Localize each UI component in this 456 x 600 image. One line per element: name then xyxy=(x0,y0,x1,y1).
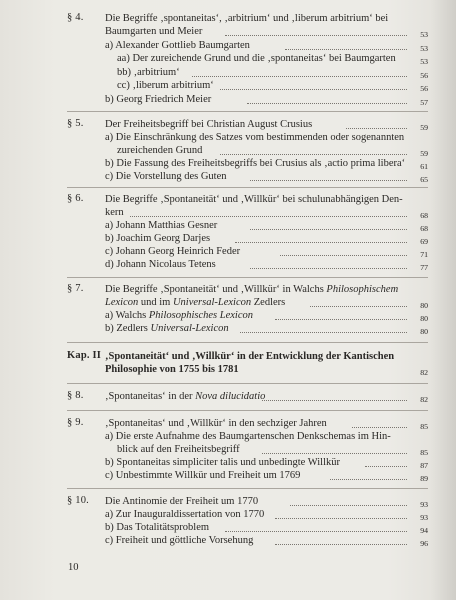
toc-entry: a) Die Einschränkung des Satzes vom bestimmenden oder sogenannten xyxy=(105,132,405,143)
section-number: § 6. xyxy=(67,193,84,204)
section-title: Der Freiheitsbegriff bei Christian August Crusius xyxy=(105,119,313,130)
section-number: § 8. xyxy=(67,390,84,401)
section-title: Die Begriffe ‚Spontaneität‘ und ‚Willkür‘ in Walchs Philosophischem xyxy=(105,284,399,295)
dot-leader xyxy=(250,267,407,269)
page-number: 82 xyxy=(420,395,428,404)
page-number: 56 xyxy=(420,84,428,93)
toc-entry: b) Georg Friedrich Meier xyxy=(105,94,212,105)
folio-page-number: 10 xyxy=(68,562,79,573)
dot-leader xyxy=(290,504,407,506)
dot-leader xyxy=(352,426,407,428)
page-number: 61 xyxy=(420,162,428,171)
page-number: 59 xyxy=(420,149,428,158)
dot-leader xyxy=(130,215,407,217)
page-number: 93 xyxy=(420,500,428,509)
toc-entry: c) Johann Georg Heinrich Feder xyxy=(105,246,241,257)
toc-entry: a) Alexander Gottlieb Baumgarten xyxy=(105,40,250,51)
dot-leader xyxy=(310,305,407,307)
dot-leader xyxy=(250,228,407,230)
toc-entry: b) Die Fassung des Freiheitsbegriffs bei Crusius als ‚actio prima libera‘ xyxy=(105,158,406,169)
toc-entry: a) Walchs Philosophisches Lexicon xyxy=(105,310,253,321)
toc-entry: c) Die Vorstellung des Guten xyxy=(105,171,227,182)
toc-entry-cont: blick auf den Freiheitsbegriff xyxy=(117,444,240,455)
page-number: 53 xyxy=(420,57,428,66)
dot-leader xyxy=(240,331,407,333)
page-number: 87 xyxy=(420,461,428,470)
page-number: 93 xyxy=(420,513,428,522)
divider xyxy=(67,277,428,278)
chapter-number: Kap. II xyxy=(67,350,102,361)
dot-leader xyxy=(235,241,407,243)
page-number: 89 xyxy=(420,474,428,483)
dot-leader xyxy=(220,88,407,90)
section-title: ‚Spontaneitas‘ und ‚Willkür‘ in den sechziger Jahren xyxy=(105,418,327,429)
divider xyxy=(67,488,428,489)
page-number: 85 xyxy=(420,422,428,431)
page-number: 80 xyxy=(420,327,428,336)
page-number: 69 xyxy=(420,237,428,246)
page-number: 96 xyxy=(420,539,428,548)
dot-leader xyxy=(280,254,407,256)
page-number: 94 xyxy=(420,526,428,535)
section-number: § 7. xyxy=(67,283,84,294)
section-title-cont: Baumgarten und Meier xyxy=(105,26,203,37)
divider xyxy=(67,410,428,411)
dot-leader xyxy=(225,530,407,532)
divider xyxy=(67,342,428,343)
divider xyxy=(67,383,428,384)
dot-leader xyxy=(192,75,407,77)
page-number: 68 xyxy=(420,211,428,220)
toc-entry: c) Unbestimmte Willkür und Freiheit um 1769 xyxy=(105,470,301,481)
page-number: 82 xyxy=(420,368,428,377)
dot-leader xyxy=(225,34,407,36)
chapter-title: ‚Spontaneität‘ und ‚Willkür‘ in der Entwicklung der Kantischen xyxy=(105,351,395,362)
dot-leader xyxy=(247,102,407,104)
dot-leader xyxy=(285,48,407,50)
toc-entry: c) Freiheit und göttliche Vorsehung xyxy=(105,535,254,546)
page-number: 65 xyxy=(420,175,428,184)
section-title: ‚Spontaneitas‘ in der Nova dilucidatio xyxy=(105,391,266,402)
page-number: 56 xyxy=(420,71,428,80)
page-number: 71 xyxy=(420,250,428,259)
toc-entry: b) Spontaneitas simpliciter talis und unbedingte Willkür xyxy=(105,457,341,468)
dot-leader xyxy=(275,517,407,519)
section-title-cont: kern xyxy=(105,207,124,218)
page-number: 77 xyxy=(420,263,428,272)
dot-leader xyxy=(262,452,407,454)
dot-leader xyxy=(262,399,407,401)
toc-entry: a) Johann Matthias Gesner xyxy=(105,220,218,231)
page-number: 57 xyxy=(420,98,428,107)
toc-entry: bb) ‚arbitrium‘ xyxy=(117,67,180,78)
dot-leader xyxy=(365,465,407,467)
toc-entry: d) Johann Nicolaus Tetens xyxy=(105,259,216,270)
dot-leader xyxy=(250,179,407,181)
toc-entry: b) Das Totalitätsproblem xyxy=(105,522,210,533)
section-number: § 5. xyxy=(67,118,84,129)
page-edge-shadow xyxy=(430,0,456,600)
section-title-cont: Lexicon und im Universal-Lexicon Zedlers xyxy=(105,297,286,308)
section-number: § 10. xyxy=(67,495,89,506)
toc-entry-cont: zureichenden Grund xyxy=(117,145,203,156)
dot-leader xyxy=(346,127,407,129)
page-number: 59 xyxy=(420,123,428,132)
divider xyxy=(67,111,428,112)
page-number: 53 xyxy=(420,30,428,39)
section-number: § 9. xyxy=(67,417,84,428)
dot-leader xyxy=(275,318,407,320)
chapter-title-cont: Philosophie von 1755 bis 1781 xyxy=(105,364,239,375)
section-title: Die Begriffe ‚spontaneitas‘, ‚arbitrium‘ und ‚liberum arbitrium‘ bei xyxy=(105,13,389,24)
section-title: Die Begriffe ‚Spontaneität‘ und ‚Willkür‘ bei schulunabhängigen Den- xyxy=(105,194,403,205)
page-number: 68 xyxy=(420,224,428,233)
section-number: § 4. xyxy=(67,12,84,23)
dot-leader xyxy=(275,543,407,545)
toc-entry: a) Die erste Aufnahme des Baumgartenschen Denkschemas im Hin- xyxy=(105,431,391,442)
toc-entry: b) Joachim Georg Darjes xyxy=(105,233,211,244)
toc-entry: cc) ‚liberum arbitrium‘ xyxy=(117,80,214,91)
page-number: 53 xyxy=(420,44,428,53)
toc-entry: b) Zedlers Universal-Lexicon xyxy=(105,323,229,334)
page-number: 85 xyxy=(420,448,428,457)
dot-leader xyxy=(220,153,407,155)
toc-entry: a) Zur Inauguraldissertation von 1770 xyxy=(105,509,265,520)
divider xyxy=(67,187,428,188)
toc-entry: aa) Der zureichende Grund und die ‚spontaneitas‘ bei Baumgarten xyxy=(117,53,396,64)
section-title: Die Antinomie der Freiheit um 1770 xyxy=(105,496,259,507)
page-number: 80 xyxy=(420,314,428,323)
page-number: 80 xyxy=(420,301,428,310)
dot-leader xyxy=(330,478,407,480)
